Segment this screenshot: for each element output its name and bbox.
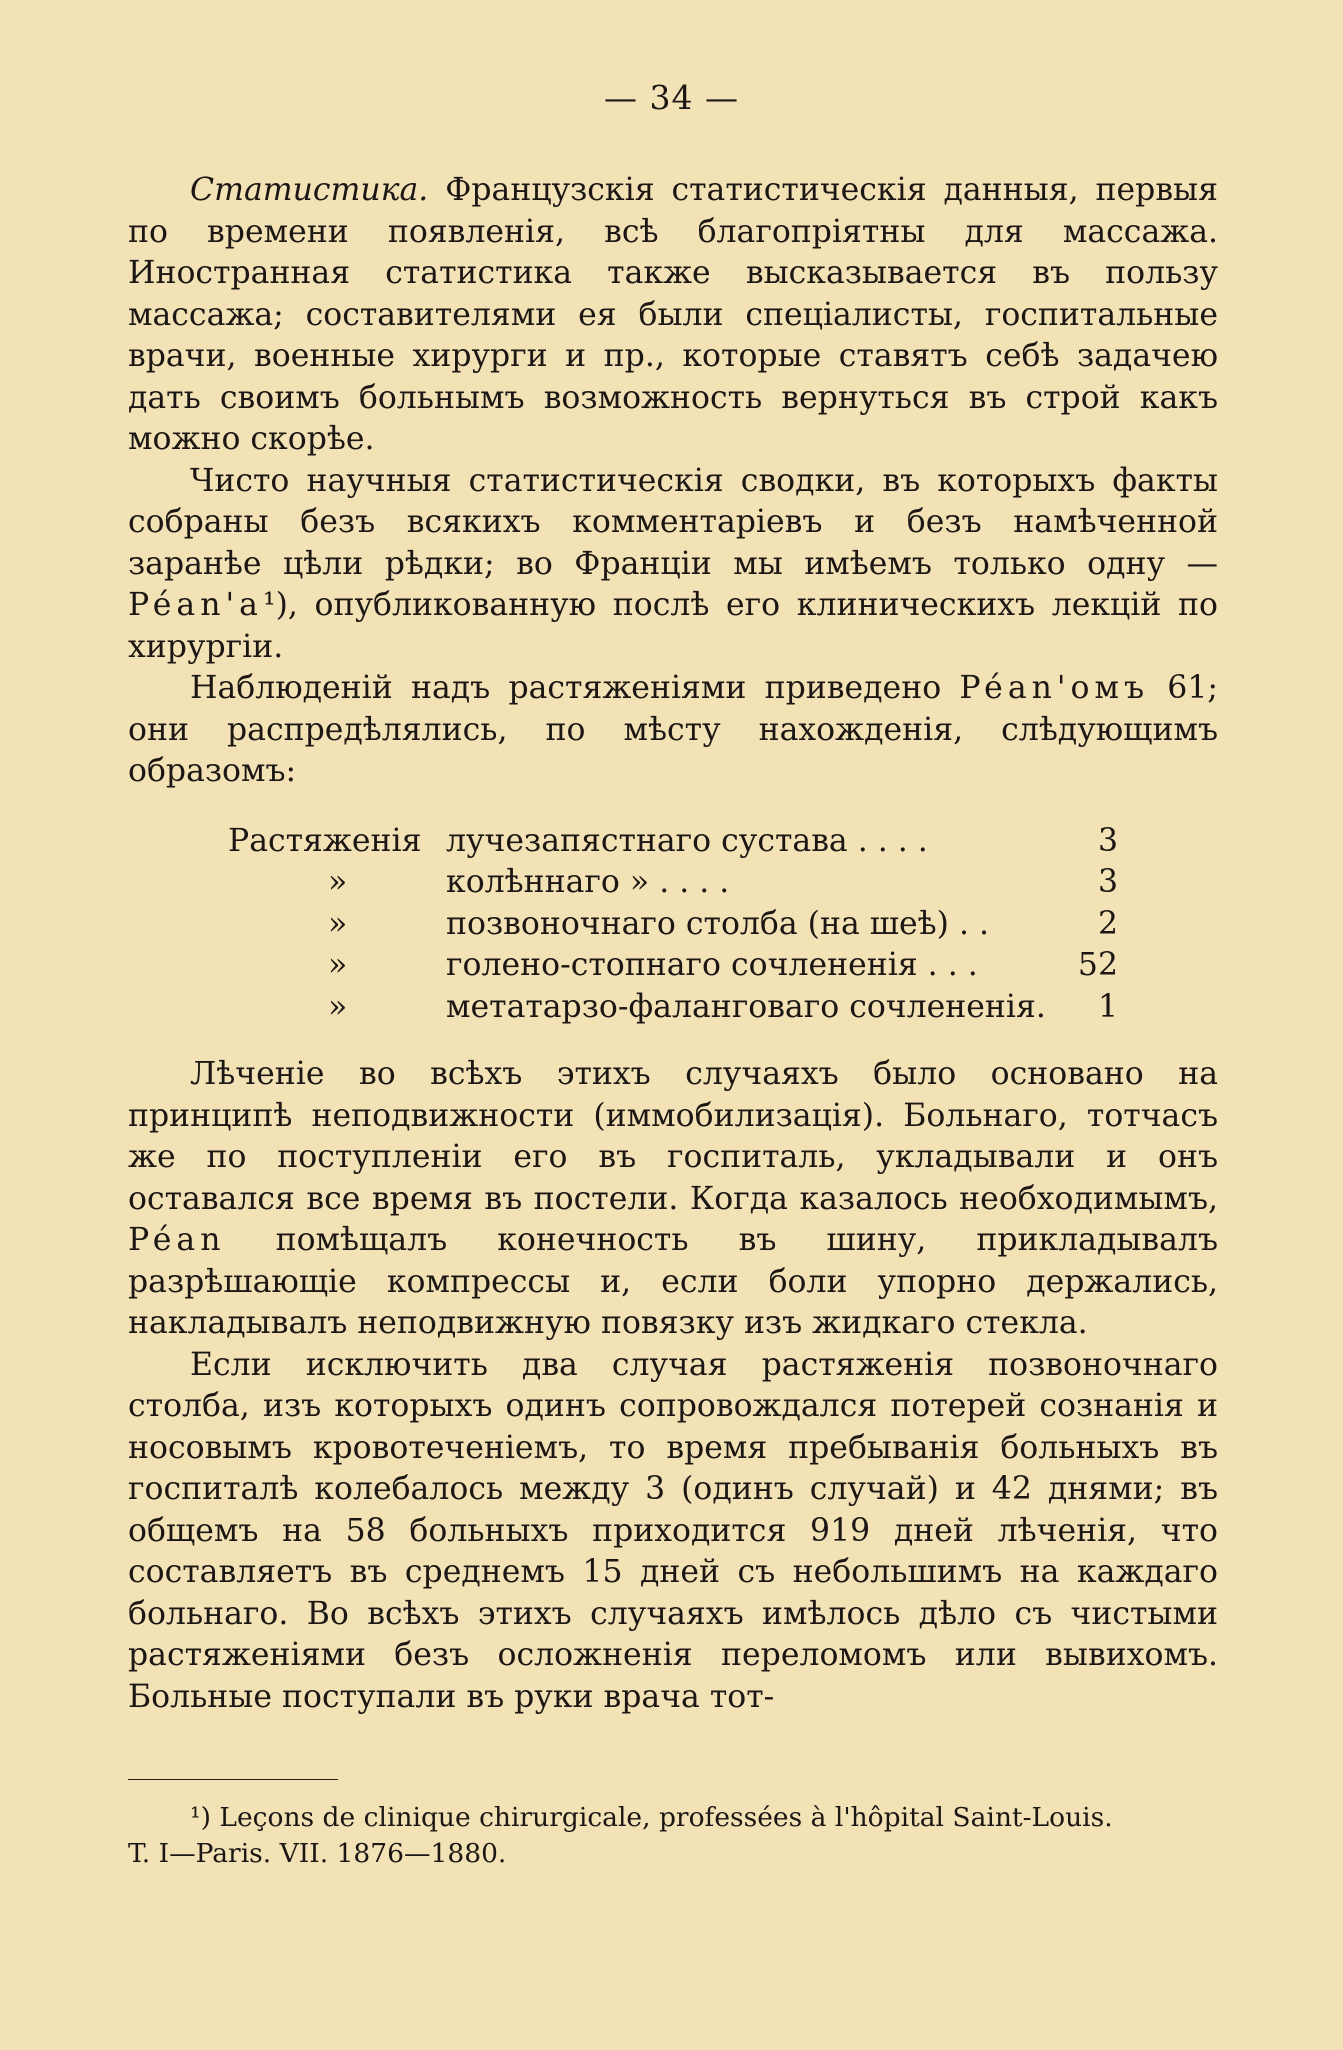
sprain-distribution-table — [128, 821, 1218, 1029]
page-number: — 34 — — [604, 78, 739, 117]
row-count: 3 — [1097, 822, 1118, 859]
table-row — [128, 945, 1218, 987]
paragraph-scientific-summaries — [128, 461, 1218, 669]
ditto-mark: » — [328, 988, 348, 1025]
footnote — [128, 1800, 1238, 1872]
paragraph-text: Чисто научныя статистическія сводки, въ которыхъ факты собраны безъ всякихъ комментаріевъ и безъ намѣченной заранѣе цѣли рѣдки; во Франціи мы имѣемъ только одну — — [128, 462, 1218, 582]
row-count: 1 — [1097, 988, 1118, 1025]
row-count: 3 — [1097, 864, 1118, 900]
row-label: Растяженія — [228, 822, 422, 859]
row-count: 52 — [1077, 947, 1118, 983]
paragraph-observations — [128, 668, 1218, 793]
table-row — [128, 987, 1218, 1029]
footnote-separator — [128, 1779, 338, 1780]
ditto-mark: » — [328, 905, 348, 942]
paragraph-treatment — [128, 1054, 1218, 1345]
row-location: колѣннаго » . . . . — [446, 864, 730, 900]
paragraph-statistics — [128, 170, 1218, 461]
table-row — [128, 862, 1218, 904]
paragraph-lead-word: Статистика. — [190, 172, 429, 208]
ditto-mark: » — [328, 947, 348, 983]
paragraph-text: , опубликованную послѣ его клиническихъ лекцій по хирургіи. — [128, 587, 1218, 665]
paragraph-text: 61; они распредѣлялись, по мѣсту нахожденія, слѣдующимъ образомъ: — [128, 670, 1218, 789]
paragraph-text: Если исключить два случая растяженія позвоночнаго столба, изъ которыхъ одинъ сопровождался потерей сознанія и носовымъ кровотеченіемъ, то время пребыванія больныхъ въ госпиталѣ колебалось между 3 (одинъ случай) и 42 днями; въ общемъ на 58 больныхъ приходится 919 дней лѣченія, что составляетъ въ среднемъ 15 дней съ небольшимъ на каждаго больнаго. Во всѣхъ этихъ случаяхъ имѣлось дѣло съ чистыми растяженіями безъ осложненія переломомъ или вывихомъ. Больные поступали въ руки врача тот- — [128, 1346, 1218, 1715]
row-location: лучезапястнаго сустава . . . . — [446, 822, 928, 859]
table-row — [128, 821, 1218, 863]
row-location: метатарзо-фаланговаго сочлененія. — [446, 988, 1046, 1025]
body-text — [128, 170, 1218, 1718]
paragraph-text: Лѣченіе во всѣхъ этихъ случаяхъ было основано на принципѣ неподвижности (иммобилизація). Больнаго, тотчасъ же по поступленіи его въ госпиталь, укладывали и онъ оставался все время въ постели. Когда казалось необходимымъ, — [128, 1056, 1218, 1217]
row-location: голено-стопнаго сочлененія . . . — [446, 947, 978, 983]
footnote-line: T. I—Paris. VII. 1876—1880. — [128, 1838, 507, 1869]
author-name: Péan — [128, 1222, 226, 1258]
author-name: Péan'омъ — [959, 670, 1150, 706]
footnote-reference: ¹) — [262, 587, 288, 623]
table-row — [128, 904, 1218, 946]
author-name: Péan'a — [128, 587, 263, 623]
paragraph-text: Французскія статистическія данныя, первыя по времени появленія, всѣ благопріятны для массажа. Иностранная статистика также высказывается въ пользу массажа; составителями ея были спеціалисты, госпитальные врачи, военные хирурги и пр., которые ставятъ себѣ задачею дать своимъ больнымъ возможность вернуться въ строй какъ можно скорѣе. — [128, 172, 1218, 457]
paragraph-hospital-stay — [128, 1345, 1218, 1719]
paragraph-text: помѣщалъ конечность въ шину, прикладывалъ разрѣшающіе компрессы и, если боли упорно держались, накладывалъ неподвижную повязку изъ жидкаго стекла. — [128, 1222, 1218, 1341]
footnote-line: ¹) Leçons de clinique chirurgicale, professées à l'hôpital Saint-Louis. — [190, 1802, 1113, 1833]
ditto-mark: » — [328, 864, 348, 900]
row-location: позвоночнаго столба (на шеѣ) . . — [446, 905, 990, 942]
row-count: 2 — [1097, 905, 1118, 942]
paragraph-text: Наблюденій надъ растяженіями приведено — [190, 670, 960, 706]
